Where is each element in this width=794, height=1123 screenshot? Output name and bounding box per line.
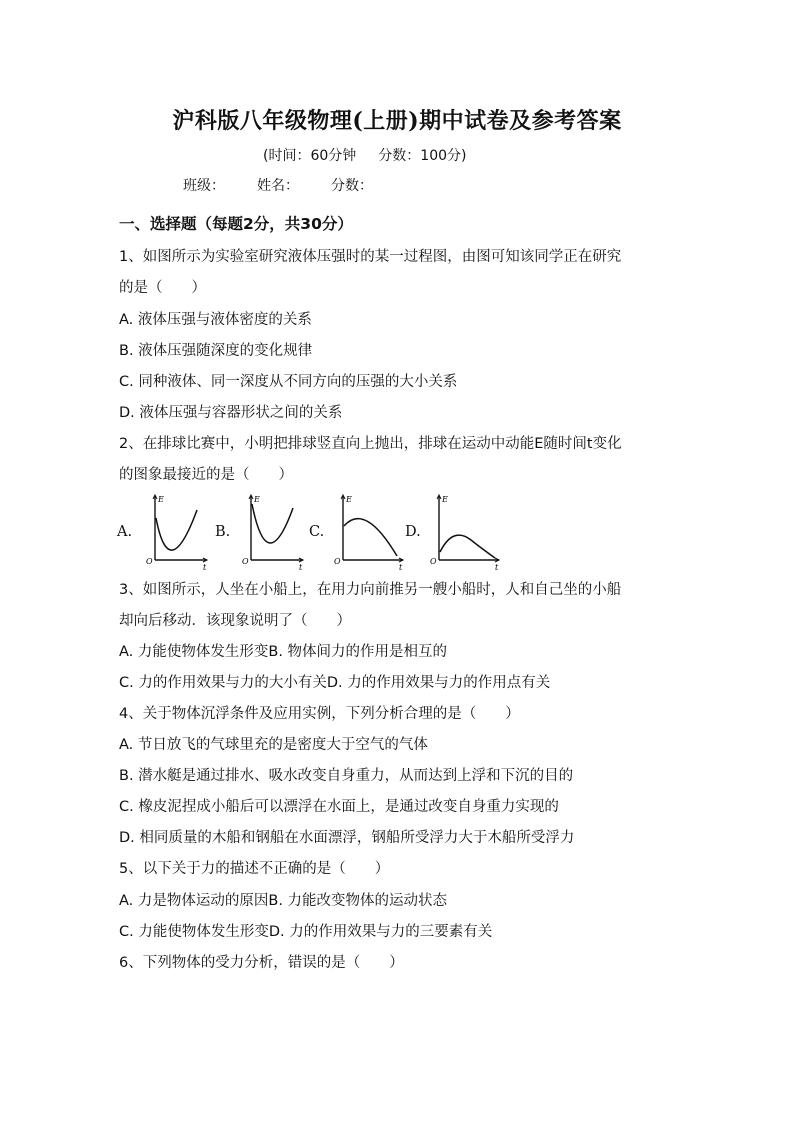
svg-text:t: t — [203, 563, 207, 570]
q5-options-ab: A. 力是物体运动的原因B. 力能改变物体的运动状态 — [119, 893, 448, 909]
q1-option-d: D. 液体压强与容器形状之间的关系 — [119, 405, 343, 421]
svg-text:E: E — [346, 495, 352, 504]
q4-option-b: B. 潜水艇是通过排水、吸水改变自身重力，从而达到上浮和下沉的目的 — [119, 768, 574, 784]
q2-graph-a-label: A. — [117, 524, 133, 540]
q3-options-cd: C. 力的作用效果与力的大小有关D. 力的作用效果与力的作用点有关 — [119, 675, 551, 691]
q5-options-cd: C. 力能使物体发生形变D. 力的作用效果与力的三要素有关 — [119, 924, 493, 940]
q3-stem-line2: 却向后移动．该现象说明了（ ） — [119, 613, 351, 629]
q1-option-c: C. 同种液体、同一深度从不同方向的压强的大小关系 — [119, 374, 458, 390]
exam-meta — [263, 145, 466, 165]
q3-options-ab: A. 力能使物体发生形变B. 物体间力的作用是相互的 — [119, 644, 448, 660]
q1-option-a: A. 液体压强与液体密度的关系 — [119, 312, 312, 328]
score-info: 分数：100分) — [378, 148, 467, 164]
name-label: 姓名： — [257, 178, 299, 194]
svg-text:O: O — [430, 557, 437, 566]
student-info — [183, 175, 405, 195]
q2-graph-option-a — [117, 490, 209, 570]
svg-text:E: E — [158, 495, 164, 504]
q1-stem-line1: 1、如图所示为实验室研究液体压强时的某一过程图，由图可知该同学正在研究 — [119, 249, 622, 265]
q2-graph-option-b — [215, 490, 307, 570]
q2-graph-option-d — [405, 490, 505, 570]
svg-text:t: t — [299, 563, 303, 570]
q2-stem-line1: 2、在排球比赛中，小明把排球竖直向上抛出，排球在运动中动能E随时间t变化 — [119, 436, 622, 452]
q3-stem-line1: 3、如图所示，人坐在小船上，在用力向前推另一艘小船时，人和自己坐的小船 — [119, 582, 622, 598]
svg-text:t: t — [495, 563, 499, 570]
graph-a-icon — [139, 490, 211, 570]
q2-stem-line2: 的图象最接近的是（ ） — [119, 467, 293, 483]
q2-graph-option-c — [309, 490, 409, 570]
graph-b-icon — [235, 490, 307, 570]
svg-text:O: O — [242, 557, 249, 566]
q4-option-a: A. 节日放飞的气球里充的是密度大于空气的气体 — [119, 737, 428, 753]
svg-text:O: O — [334, 557, 341, 566]
q4-option-c: C. 橡皮泥捏成小船后可以漂浮在水面上，是通过改变自身重力实现的 — [119, 799, 559, 815]
q4-option-d: D. 相同质量的木船和钢船在水面漂浮，钢船所受浮力大于木船所受浮力 — [119, 830, 575, 846]
points-label: 分数： — [331, 178, 373, 194]
q2-graph-b-label: B. — [215, 524, 231, 540]
svg-text:E: E — [254, 495, 260, 504]
svg-text:t: t — [399, 563, 403, 570]
q6-stem: 6、下列物体的受力分析，错误的是（ ） — [119, 955, 404, 971]
graph-c-icon — [327, 490, 407, 570]
q1-option-b: B. 液体压强随深度的变化规律 — [119, 343, 313, 359]
class-label: 班级： — [183, 178, 225, 194]
q2-graph-options — [117, 490, 507, 570]
exam-title: 沪科版八年级物理(上册)期中试卷及参考答案 — [172, 108, 622, 134]
q1-stem-line2: 的是（ ） — [119, 280, 206, 296]
section-title: 一、选择题（每题2分，共30分） — [119, 215, 353, 233]
svg-text:E: E — [442, 495, 448, 504]
q2-graph-c-label: C. — [309, 524, 325, 540]
svg-text:O: O — [146, 557, 153, 566]
graph-d-icon — [423, 490, 503, 570]
q2-graph-d-label: D. — [405, 524, 421, 540]
q4-stem: 4、关于物体沉浮条件及应用实例，下列分析合理的是（ ） — [119, 706, 520, 722]
time-info: (时间：60分钟 — [263, 148, 357, 164]
q5-stem: 5、以下关于力的描述不正确的是（ ） — [119, 861, 390, 877]
